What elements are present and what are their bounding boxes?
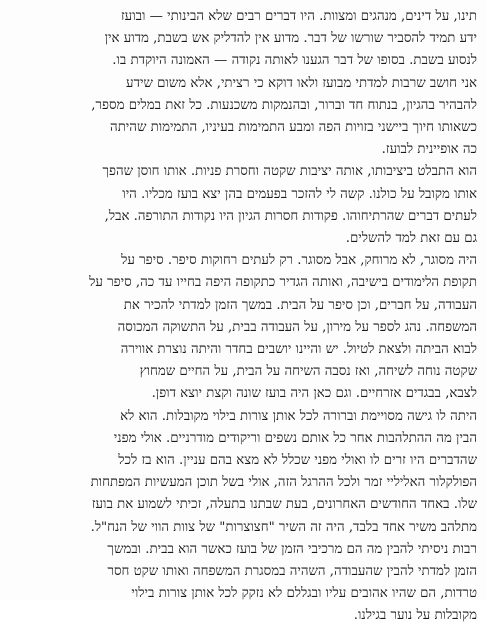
text-line: הפולקלור האליליי זמר ולכל ההרגל הזה, אולי בשל תוכן המעשיות המפתחות	[90, 475, 477, 491]
text-line: אותו מקובל על כולנו. קשה לי להזכר בפעמים בהן יצא בועז מכליו. היו	[122, 186, 477, 202]
text-line: ידע תמיד להסביר שורשו של דבר. מדוע אין להדליק אש בשבת, מדוע אין	[104, 31, 477, 47]
text-line: היתה לו גישה מסויימת וברורה לכל אותן צורות בילוי מקובלות. הוא לא	[120, 408, 477, 424]
text-line: טרדות, הם שהיו אהובים עליו ובגללם לא נזקק לכל אותן צורות בילוי	[131, 586, 477, 602]
text-line: להבהיר בהגיון, בנתוח חד וברור, ובהנמקות משכנעות. כל זאת במלים מספר,	[91, 97, 477, 113]
text-line: לנסוע בשבת. בסופו של דבר הגענו לאותה נקודה — האמונה היוקדת בו.	[112, 53, 477, 69]
text-line: מקובלות על נוער בגילנו.	[353, 608, 477, 624]
text-line: כה אופיינית לבועז.	[381, 142, 477, 158]
text-line: גם עם זאת למד להשלים.	[345, 231, 477, 247]
paragraph	[14, 161, 477, 250]
text-line: לבוא הביתה ולצאת לטיול. יש והיינו יושבים בחדר והיתה נוצרת אווירה	[120, 342, 477, 358]
text-line: היה מסוגר, לא מרוחק, אבל מסוגר. רק לעתים רחוקות סיפר. סיפר על	[121, 253, 477, 269]
text-line: הוא התבלט ביציבותו, אותה יציבות שקטה וחסרת פניות. אותו חוסן שהפך	[102, 164, 477, 180]
text-line: המשפחה. נהג לספר על מירון, על העבודה בבית, על התשוקה המכוסה	[117, 319, 477, 335]
text-line: מתלהב משיר אחד בלבד, היה זה השיר "חצוצרות" של צוות הווי של הנח"ל.	[90, 519, 477, 535]
text-line: הזמן למדתי להבין שהעבודה, השהיה במסגרת המשפחה ואותו שקט חסר	[107, 564, 477, 580]
text-line: שהדברים היו זרים לו ואולי מפני שכלל לא מצא בהם עניין. הוא בז לכל	[118, 453, 477, 469]
hebrew-text-body	[14, 6, 477, 628]
text-line: לצבא, בבגדים אזרחיים. וגם כאן היה בועז שונה וקצת יוצא דופן.	[151, 386, 477, 402]
text-line: הבין מה ההתלהבות אחר כל אותם נשפים וריקודים מודרניים. אולי מפני	[113, 430, 477, 446]
paragraph	[14, 406, 477, 628]
text-line: כשאותו חיוך ביישני בזויות הפה ומבע התמימות בעיניו, התמימות שהיתה	[110, 120, 477, 136]
text-line: רבות ניסיתי להבין מה הם מרכיבי הזמן של בועז כאשר הוא בבית. ובמשך	[107, 541, 477, 557]
paragraph	[14, 250, 477, 405]
text-line: לעתים דברים שהרתיחוהו. פקודות חסרות הגיון היו נקודות התורפה. אבל,	[104, 208, 477, 224]
text-line: שלו. באחד החודשים האחרונים, בעת שבתנו בתעלה, זכיתי לשמוע את בועז	[91, 497, 477, 513]
text-line: העבודה, על חברים, וכן סיפר על הבית. במשך הזמן למדתי להכיר את	[123, 297, 477, 313]
text-line: אני חושב שרבות למדתי מבועז ולאו דוקא כי רציתי, אלא משום שידע	[126, 75, 477, 91]
text-line: תינו, על דינים, מנהגים ומצוות. היו דברים רבים שלא הבינותי — ובועז	[120, 9, 477, 24]
text-line: תקופת הלימודים בישיבה, ואותה הגדיר כתקופה היפה בחייו עד כה, סיפר על	[89, 275, 477, 291]
paragraph	[14, 6, 477, 161]
text-line: שקטה נוחה לשיחה, ואז נסבה השיחה על הבית, על החיים שמחוץ	[139, 364, 477, 380]
